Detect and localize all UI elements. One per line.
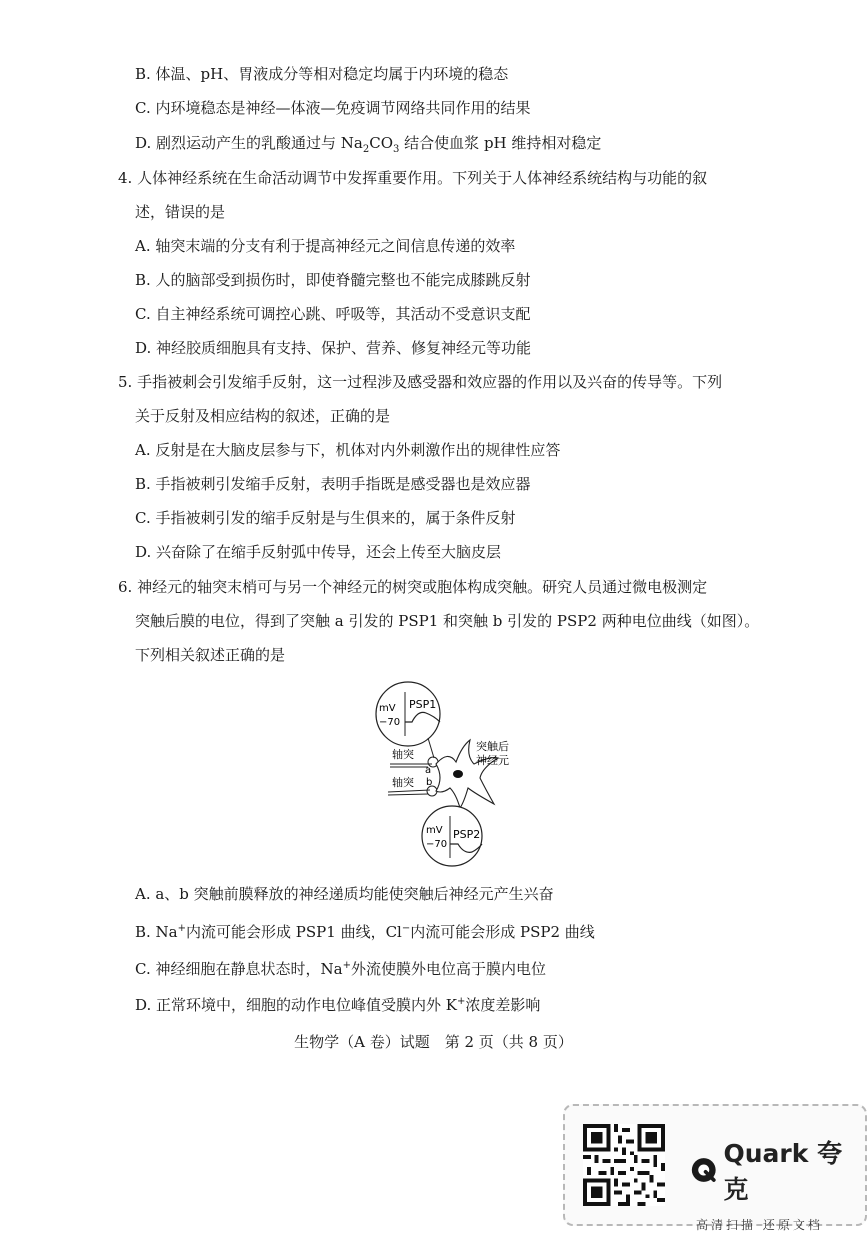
q5-option-c: C. 手指被刺引发的缩手反射是与生俱来的，属于条件反射	[135, 509, 516, 527]
psp2-label: PSP2	[453, 828, 481, 841]
axon-b-label: 轴突	[392, 776, 414, 789]
qr-code-icon[interactable]	[583, 1124, 665, 1206]
psp2-unit: mV	[426, 825, 443, 836]
synapse-b-label: b	[426, 777, 433, 788]
quark-slogan: 高清扫描 还原文档	[696, 1218, 823, 1232]
q6-stem-line3: 下列相关叙述正确的是	[135, 646, 286, 664]
q4-option-b: B. 人的脑部受到损伤时，即使脊髓完整也不能完成膝跳反射	[135, 271, 531, 289]
q4-stem-line2: 述，错误的是	[135, 203, 226, 221]
quark-watermark	[563, 1104, 867, 1232]
q3-option-c: C. 内环境稳态是神经—体液—免疫调节网络共同作用的结果	[135, 99, 531, 117]
q6-option-a: A. a、b 突触前膜释放的神经递质均能使突触后神经元产生兴奋	[135, 885, 554, 903]
q5-stem-line2: 关于反射及相应结构的叙述，正确的是	[135, 407, 391, 425]
q4-option-c: C. 自主神经系统可调控心跳、呼吸等，其活动不受意识支配	[135, 305, 531, 323]
q3-option-b: B. 体温、pH、胃液成分等相对稳定均属于内环境的稳态	[135, 65, 509, 83]
axon-a-label: 轴突	[392, 748, 414, 761]
axon-b-line2	[388, 794, 428, 795]
synapse-a-label: a	[425, 765, 432, 776]
psp1-circle	[376, 682, 440, 746]
axon-b-line	[388, 790, 430, 792]
quark-brand	[690, 1134, 855, 1233]
psp1-value: −70	[379, 717, 401, 728]
page-footer: 生物学（A 卷）试题 第 2 页（共 8 页）	[294, 1033, 573, 1051]
neuron-nucleus	[453, 770, 463, 778]
psp2-value: −70	[426, 839, 448, 850]
q5-stem-line1: 5. 手指被刺会引发缩手反射，这一过程涉及感受器和效应器的作用以及兴奋的传导等。下列	[118, 373, 723, 391]
psp1-unit: mV	[379, 703, 396, 714]
q5-option-a: A. 反射是在大脑皮层参与下，机体对内外刺激作出的规律性应答	[135, 441, 561, 459]
q6-option-d: D. 正常环境中，细胞的动作电位峰值受膜内外 K+浓度差影响	[135, 996, 541, 1014]
quark-logo-icon	[690, 1155, 717, 1185]
q4-option-a: A. 轴突末端的分支有利于提高神经元之间信息传递的效率	[135, 237, 516, 255]
neuron-psp-figure	[370, 678, 530, 873]
q4-stem-line1: 4. 人体神经系统在生命活动调节中发挥重要作用。下列关于人体神经系统结构与功能的叙	[118, 169, 708, 187]
quark-brand-text: Quark 夸克	[723, 1139, 843, 1204]
q3-option-d: D. 剧烈运动产生的乳酸通过与 $Na_2CO_3$ 结合使血浆 pH 维持相对稳定	[135, 134, 602, 155]
q6-stem-line1: 6. 神经元的轴突末梢可与另一个神经元的树突或胞体构成突触。研究人员通过微电极测定	[118, 578, 708, 596]
postsynaptic-label-line1: 突触后	[476, 740, 509, 753]
psp1-pointer	[428, 738, 434, 758]
neuron-diagram	[370, 678, 530, 873]
psp1-label: PSP1	[409, 698, 437, 711]
q6-option-b: B. Na+内流可能会形成 PSP1 曲线，Cl−内流可能会形成 PSP2 曲线	[135, 923, 595, 941]
q6-stem-line2: 突触后膜的电位，得到了突触 a 引发的 PSP1 和突触 b 引发的 PSP2 两种电位曲线（如图）。	[135, 612, 760, 630]
q5-option-b: B. 手指被刺引发缩手反射，表明手指既是感受器也是效应器	[135, 475, 531, 493]
q5-option-d: D. 兴奋除了在缩手反射弧中传导，还会上传至大脑皮层	[135, 543, 502, 561]
q6-option-c: C. 神经细胞在静息状态时，Na+外流使膜外电位高于膜内电位	[135, 960, 546, 978]
q4-option-d: D. 神经胶质细胞具有支持、保护、营养、修复神经元等功能	[135, 339, 532, 357]
postsynaptic-label-line2: 神经元	[476, 754, 509, 767]
